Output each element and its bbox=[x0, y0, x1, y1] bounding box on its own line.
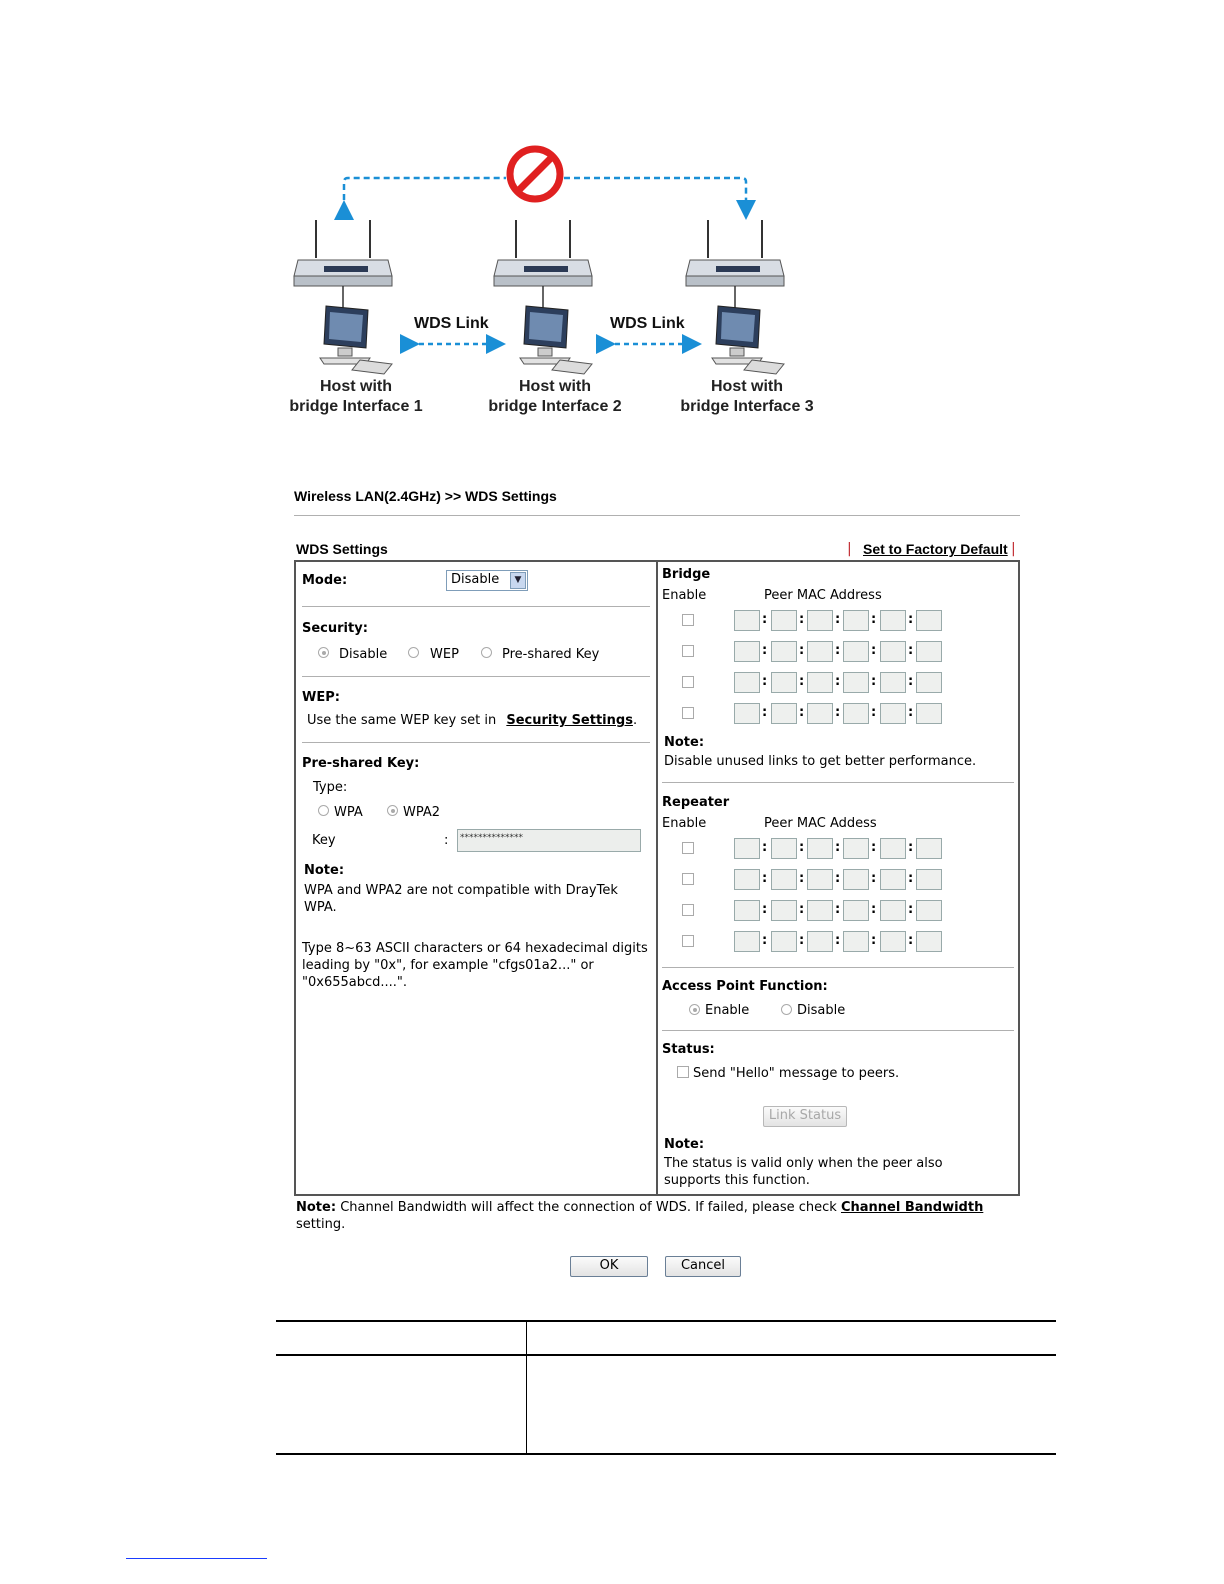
repeater-mac-field[interactable] bbox=[771, 838, 797, 859]
host-label-2 bbox=[484, 377, 626, 417]
bridge-mac-field[interactable] bbox=[807, 641, 833, 662]
divider-mode bbox=[302, 606, 650, 607]
mode-select[interactable] bbox=[446, 570, 528, 591]
key-colon: : bbox=[444, 833, 449, 848]
wds-link-label-1: WDS Link bbox=[414, 315, 489, 332]
bridge-mac-colon: : bbox=[762, 674, 768, 689]
repeater-mac-field[interactable] bbox=[734, 931, 760, 952]
bridge-mac-field[interactable] bbox=[916, 610, 942, 631]
left-note-text-1: WPA and WPA2 are not compatible with DrayTek WPA. bbox=[304, 883, 618, 915]
bridge-mac-field[interactable] bbox=[880, 641, 906, 662]
repeater-mac-colon: : bbox=[908, 902, 914, 917]
bridge-mac-field[interactable] bbox=[843, 610, 869, 631]
repeater-mac-colon: : bbox=[908, 933, 914, 948]
repeater-mac-colon: : bbox=[762, 933, 768, 948]
repeater-mac-field[interactable] bbox=[880, 838, 906, 859]
left-note-text-2: Type 8~63 ASCII characters or 64 hexadecimal digits leading by "0x", for example "cfgs01a2..." or "0x655abcd....". bbox=[302, 941, 648, 990]
table-top-rule bbox=[276, 1320, 1056, 1322]
wds-link-label-2: WDS Link bbox=[610, 315, 685, 332]
wep-period: . bbox=[632, 713, 638, 728]
repeater-mac-field[interactable] bbox=[916, 869, 942, 890]
bridge-mac-field[interactable] bbox=[807, 610, 833, 631]
bridge-mac-colon: : bbox=[799, 643, 805, 658]
bridge-enable-checkbox[interactable] bbox=[682, 676, 694, 688]
footer-note bbox=[296, 1199, 1016, 1233]
security-wep-label: WEP bbox=[430, 647, 459, 662]
pipe-right: | bbox=[1011, 541, 1016, 557]
ap-disable-label: Disable bbox=[797, 1003, 846, 1018]
repeater-mac-colon: : bbox=[871, 840, 877, 855]
bridge-mac-colon: : bbox=[871, 674, 877, 689]
repeater-mac-field[interactable] bbox=[807, 869, 833, 890]
bridge-enable-checkbox[interactable] bbox=[682, 645, 694, 657]
type-wpa2-radio[interactable] bbox=[387, 805, 398, 816]
bridge-mac-field[interactable] bbox=[880, 672, 906, 693]
router-icon-1 bbox=[294, 220, 392, 312]
bridge-mac-field[interactable] bbox=[880, 610, 906, 631]
repeater-label: Repeater bbox=[662, 795, 730, 810]
security-psk-label: Pre-shared Key bbox=[502, 647, 600, 662]
bridge-mac-colon: : bbox=[871, 705, 877, 720]
divider-repeater bbox=[662, 967, 1014, 968]
repeater-mac-colon: : bbox=[799, 902, 805, 917]
repeater-mac-field[interactable] bbox=[807, 900, 833, 921]
host-label-2-line2: bridge Interface 2 bbox=[488, 398, 622, 415]
computer-icon-1 bbox=[320, 306, 392, 374]
page-footer-rule bbox=[126, 1558, 267, 1559]
footer-note-label: Note: bbox=[296, 1200, 337, 1215]
bridge-mac-colon: : bbox=[908, 643, 914, 658]
security-label: Security: bbox=[302, 621, 368, 636]
security-disable-radio[interactable] bbox=[318, 647, 329, 658]
repeater-mac-field[interactable] bbox=[807, 838, 833, 859]
bridge-mac-field[interactable] bbox=[880, 703, 906, 724]
bridge-mac-field[interactable] bbox=[843, 641, 869, 662]
bridge-note-text: Disable unused links to get better performance. bbox=[664, 754, 977, 769]
repeater-mac-field[interactable] bbox=[880, 931, 906, 952]
bridge-mac-field[interactable] bbox=[771, 610, 797, 631]
divider-wep bbox=[302, 742, 650, 743]
repeater-mac-field[interactable] bbox=[843, 838, 869, 859]
bridge-mac-colon: : bbox=[908, 612, 914, 627]
prohibited-icon bbox=[510, 149, 560, 199]
security-disable-label: Disable bbox=[339, 647, 388, 662]
bridge-note-label: Note: bbox=[664, 735, 705, 750]
key-input[interactable]: ************** bbox=[457, 829, 641, 852]
security-psk-radio[interactable] bbox=[481, 647, 492, 658]
repeater-enable-checkbox[interactable] bbox=[682, 904, 694, 916]
repeater-mac-colon: : bbox=[799, 933, 805, 948]
bridge-mac-field[interactable] bbox=[843, 672, 869, 693]
repeater-mac-field[interactable] bbox=[734, 838, 760, 859]
repeater-mac-colon: : bbox=[835, 902, 841, 917]
repeater-enable-header: Enable bbox=[662, 816, 707, 831]
repeater-mac-field[interactable] bbox=[880, 869, 906, 890]
repeater-mac-field[interactable] bbox=[843, 900, 869, 921]
bridge-label: Bridge bbox=[662, 567, 711, 582]
status-note-text: The status is valid only when the peer also supports this function. bbox=[664, 1156, 943, 1188]
type-label: Type: bbox=[313, 780, 348, 795]
computer-icon-3 bbox=[712, 306, 784, 374]
bridge-mac-field[interactable] bbox=[807, 703, 833, 724]
repeater-mac-colon: : bbox=[908, 871, 914, 886]
mode-label: Mode: bbox=[302, 573, 348, 588]
repeater-mac-field[interactable] bbox=[880, 900, 906, 921]
repeater-mac-colon: : bbox=[871, 933, 877, 948]
bridge-mac-field[interactable] bbox=[734, 703, 760, 724]
repeater-mac-field[interactable] bbox=[771, 869, 797, 890]
bridge-mac-field[interactable] bbox=[843, 703, 869, 724]
chevron-down-icon[interactable]: ▼ bbox=[510, 572, 526, 589]
bridge-mac-colon: : bbox=[762, 612, 768, 627]
repeater-mac-field[interactable] bbox=[843, 869, 869, 890]
repeater-mac-field[interactable] bbox=[771, 931, 797, 952]
repeater-mac-colon: : bbox=[762, 871, 768, 886]
wep-text-body: Use the same WEP key set in bbox=[307, 713, 497, 728]
wep-text bbox=[307, 713, 637, 728]
repeater-mac-colon: : bbox=[762, 902, 768, 917]
bridge-mac-colon: : bbox=[762, 643, 768, 658]
ap-enable-radio[interactable] bbox=[689, 1004, 700, 1015]
divider-bridge bbox=[662, 782, 1014, 783]
footer-note-text2: setting. bbox=[296, 1217, 346, 1232]
ap-disable-radio[interactable] bbox=[781, 1004, 792, 1015]
repeater-mac-colon: : bbox=[871, 902, 877, 917]
type-wpa-radio[interactable] bbox=[318, 805, 329, 816]
security-settings-link[interactable]: Security Settings bbox=[506, 713, 633, 728]
router-icon-3 bbox=[686, 220, 784, 312]
repeater-mac-colon: : bbox=[835, 840, 841, 855]
repeater-mac-colon: : bbox=[835, 871, 841, 886]
repeater-mac-field[interactable] bbox=[807, 931, 833, 952]
channel-bandwidth-link[interactable]: Channel Bandwidth bbox=[840, 1200, 984, 1215]
repeater-mac-colon: : bbox=[835, 933, 841, 948]
host-label-2-line1: Host with bbox=[519, 378, 591, 395]
bridge-mac-field[interactable] bbox=[771, 703, 797, 724]
repeater-mac-colon: : bbox=[799, 871, 805, 886]
bridge-enable-checkbox[interactable] bbox=[682, 707, 694, 719]
bridge-mac-colon: : bbox=[799, 705, 805, 720]
security-wep-radio[interactable] bbox=[408, 647, 419, 658]
divider-ap bbox=[662, 1030, 1014, 1031]
ap-enable-label: Enable bbox=[705, 1003, 750, 1018]
bridge-mac-colon: : bbox=[871, 612, 877, 627]
repeater-mac-field[interactable] bbox=[843, 931, 869, 952]
status-note-label: Note: bbox=[664, 1137, 705, 1152]
bridge-mac-colon: : bbox=[799, 674, 805, 689]
bridge-mac-colon: : bbox=[835, 674, 841, 689]
divider-security bbox=[302, 676, 650, 677]
type-wpa-label: WPA bbox=[334, 805, 363, 820]
bridge-mac-colon: : bbox=[762, 705, 768, 720]
mode-select-value: Disable bbox=[451, 572, 500, 587]
repeater-mac-colon: : bbox=[799, 840, 805, 855]
breadcrumb-divider bbox=[294, 515, 1020, 516]
bridge-mac-field[interactable] bbox=[734, 672, 760, 693]
wep-label: WEP: bbox=[302, 690, 340, 705]
bridge-enable-header: Enable bbox=[662, 588, 707, 603]
link-status-button[interactable]: Link Status bbox=[763, 1106, 847, 1127]
host-label-3 bbox=[676, 377, 818, 417]
repeater-mac-field[interactable] bbox=[771, 900, 797, 921]
table-bottom-rule bbox=[276, 1453, 1056, 1455]
repeater-enable-checkbox[interactable] bbox=[682, 842, 694, 854]
repeater-peer-mac-header: Peer MAC Addess bbox=[764, 816, 877, 831]
bridge-mac-colon: : bbox=[799, 612, 805, 627]
router-icon-2 bbox=[494, 220, 592, 312]
bridge-mac-field[interactable] bbox=[916, 641, 942, 662]
bridge-mac-field[interactable] bbox=[916, 703, 942, 724]
bridge-mac-colon: : bbox=[908, 705, 914, 720]
breadcrumb: Wireless LAN(2.4GHz) >> WDS Settings bbox=[294, 488, 557, 504]
bridge-peer-mac-header: Peer MAC Address bbox=[764, 588, 882, 603]
bridge-mac-colon: : bbox=[871, 643, 877, 658]
host-label-3-line2: bridge Interface 3 bbox=[680, 398, 814, 415]
repeater-enable-checkbox[interactable] bbox=[682, 873, 694, 885]
psk-label: Pre-shared Key: bbox=[302, 756, 420, 771]
repeater-mac-field[interactable] bbox=[916, 931, 942, 952]
bridge-mac-colon: : bbox=[908, 674, 914, 689]
table-column-rule bbox=[526, 1320, 527, 1455]
bridge-mac-field[interactable] bbox=[916, 672, 942, 693]
bridge-mac-field[interactable] bbox=[807, 672, 833, 693]
repeater-mac-field[interactable] bbox=[734, 869, 760, 890]
bridge-mac-colon: : bbox=[835, 612, 841, 627]
bridge-enable-checkbox[interactable] bbox=[682, 614, 694, 626]
repeater-mac-colon: : bbox=[908, 840, 914, 855]
send-hello-checkbox[interactable] bbox=[677, 1066, 689, 1078]
bridge-mac-field[interactable] bbox=[771, 641, 797, 662]
factory-default-link[interactable] bbox=[863, 541, 1008, 557]
key-label: Key bbox=[312, 833, 336, 848]
ok-button[interactable]: OK bbox=[570, 1256, 648, 1277]
bridge-mac-field[interactable] bbox=[734, 641, 760, 662]
repeater-mac-colon: : bbox=[871, 871, 877, 886]
left-note-label: Note: bbox=[304, 863, 345, 878]
computer-icon-2 bbox=[520, 306, 592, 374]
repeater-mac-field[interactable] bbox=[916, 900, 942, 921]
cancel-button[interactable]: Cancel bbox=[665, 1256, 741, 1277]
bridge-mac-colon: : bbox=[835, 643, 841, 658]
repeater-mac-colon: : bbox=[762, 840, 768, 855]
column-divider bbox=[656, 562, 658, 1194]
footer-note-text: Channel Bandwidth will affect the connection of WDS. If failed, please check bbox=[340, 1200, 837, 1215]
host-label-1 bbox=[286, 377, 426, 417]
type-wpa2-label: WPA2 bbox=[403, 805, 441, 820]
bridge-mac-field[interactable] bbox=[771, 672, 797, 693]
bridge-mac-colon: : bbox=[835, 705, 841, 720]
pipe-left: | bbox=[847, 541, 852, 557]
host-label-3-line1: Host with bbox=[711, 378, 783, 395]
repeater-mac-field[interactable] bbox=[916, 838, 942, 859]
panel-title: WDS Settings bbox=[296, 541, 388, 557]
repeater-enable-checkbox[interactable] bbox=[682, 935, 694, 947]
host-label-1-line2: bridge Interface 1 bbox=[289, 398, 423, 415]
send-hello-label: Send "Hello" message to peers. bbox=[693, 1066, 900, 1081]
bridge-mac-field[interactable] bbox=[734, 610, 760, 631]
repeater-mac-field[interactable] bbox=[734, 900, 760, 921]
table-header-rule bbox=[276, 1354, 1056, 1356]
status-label: Status: bbox=[662, 1042, 715, 1057]
factory-default-link-text[interactable]: Set to Factory Default bbox=[863, 541, 1008, 557]
ap-function-label: Access Point Function: bbox=[662, 979, 828, 994]
host-label-1-line1: Host with bbox=[320, 378, 392, 395]
